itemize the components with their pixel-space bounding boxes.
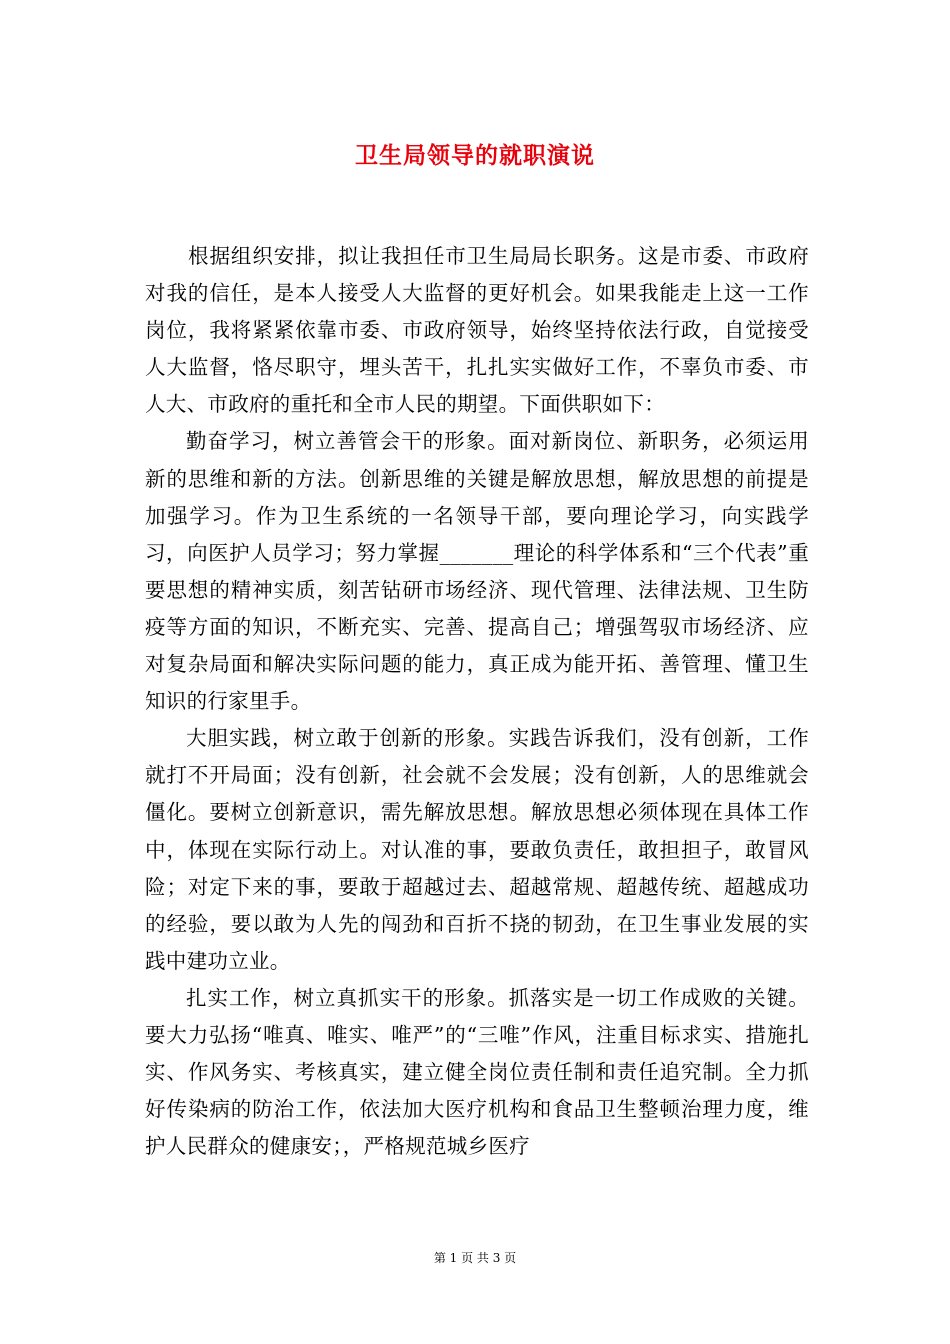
paragraph-practice: 大胆实践，树立敢于创新的形象。实践告诉我们，没有创新，工作就打不开局面；没有创新，社会就不会发展；没有创新，人的思维就会僵化。要树立创新意识，需先解放思想。解放思想必须体现在具体工作中，体现在实际行动上。对认准的事，要敢负责任，敢担担子，敢冒风险；对定下来的事，要敢于超越过去、超越常规、超越传统、超越成功的经验，要以敢为人先的闯劲和百折不挠的韧劲，在卫生事业发展的实践中建功立业。 <box>145 726 809 973</box>
document-body <box>145 238 809 1165</box>
paragraph-study: 勤奋学习，树立善管会干的形象。面对新岗位、新职务，必须运用新的思维和新的方法。创新思维的关键是解放思想，解放思想的前提是加强学习。作为卫生系统的一名领导干部，要向理论学习，向实践学习，向医护人员学习；努力掌握_______理论的科学体系和“三个代表”重要思想的精神实质，刻苦钻研市场经济、现代管理、法律法规、卫生防疫等方面的知识，不断充实、完善、提高自己；增强驾驭市场经济、应对复杂局面和解决实际问题的能力，真正成为能开拓、善管理、懂卫生知识的行家里手。 <box>145 429 809 714</box>
paragraph-intro: 根据组织安排，拟让我担任市卫生局局长职务。这是市委、市政府对我的信任，是本人接受人大监督的更好机会。如果我能走上这一工作岗位，我将紧紧依靠市委、市政府领导，始终坚持依法行政，自觉接受人大监督，恪尽职守，埋头苦干，扎扎实实做好工作，不辜负市委、市人大、市政府的重托和全市人民的期望。下面供职如下： <box>145 244 809 417</box>
page-number-footer: 第 1 页 共 3 页 <box>433 1251 517 1265</box>
document-title: 卫生局领导的就职演说 <box>355 142 595 169</box>
paragraph-work: 扎实工作，树立真抓实干的形象。抓落实是一切工作成败的关键。要大力弘扬“唯真、唯实、唯严”的“三唯”作风，注重目标求实、措施扎实、作风务实、考核真实，建立健全岗位责任制和责任追究制。全力抓好传染病的防治工作，依法加大医疗机构和食品卫生整顿治理力度，维护人民群众的健康安；，严格规范城乡医疗 <box>145 985 809 1159</box>
